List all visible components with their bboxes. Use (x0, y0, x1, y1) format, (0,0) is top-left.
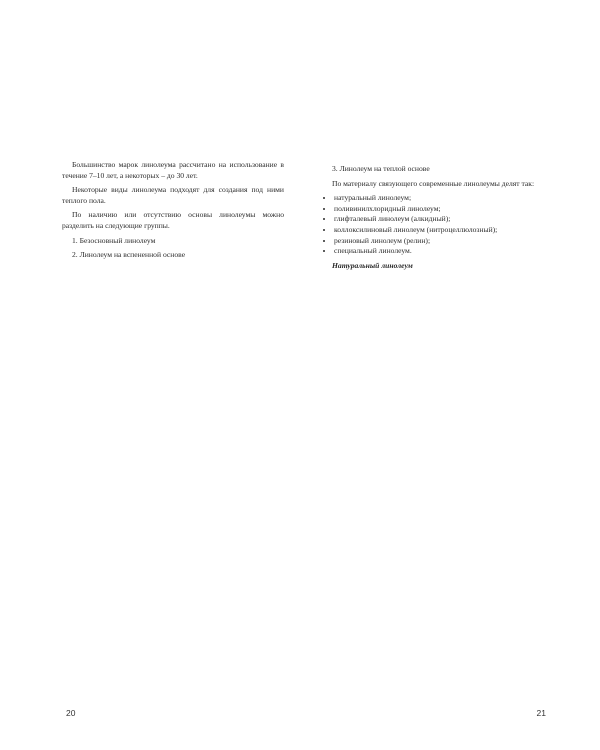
list-item: • специальный линолеум. (334, 246, 546, 257)
term-natural-linoleum: Натуральный линолеум (332, 260, 413, 270)
left-paragraph: 1. Безосновный линолеум (72, 235, 156, 245)
right-paragraph-natural (322, 261, 546, 272)
left-text-column (62, 160, 284, 265)
left-paragraph: Большинство марок линолеума рассчитано на использование в течение 7–10 лет, а некоторых – до 30 лет. (62, 160, 284, 180)
right-paragraph: 3. Линолеум на теплой основе (332, 164, 430, 173)
left-paragraph: Некоторые виды линолеума подходят для создания под ними теплого пола. (62, 185, 284, 205)
list-item: • поливинилхлоридный линолеум; (334, 204, 546, 215)
left-paragraph: По наличию или отсутствию основы линолеумы можно разделить на следующие группы. (62, 210, 284, 230)
list-item: • резиновый линолеум (релин); (334, 236, 546, 247)
binder-type-list (322, 193, 546, 257)
right-text-column (322, 160, 546, 275)
right-page (300, 0, 600, 750)
list-item: • глифталевый линолеум (алкидный); (334, 214, 546, 225)
list-item: • коллоксилиновый линолеум (нитроцеллюлозный); (334, 225, 546, 236)
right-paragraph: По материалу связующего современные линолеумы делят так: (332, 178, 535, 188)
left-paragraph: 2. Линолеум на вспененной основе (72, 250, 186, 260)
page-number-left: 20 (66, 708, 76, 718)
page-number-right: 21 (536, 708, 546, 718)
list-item: • натуральный линолеум; (334, 193, 546, 204)
